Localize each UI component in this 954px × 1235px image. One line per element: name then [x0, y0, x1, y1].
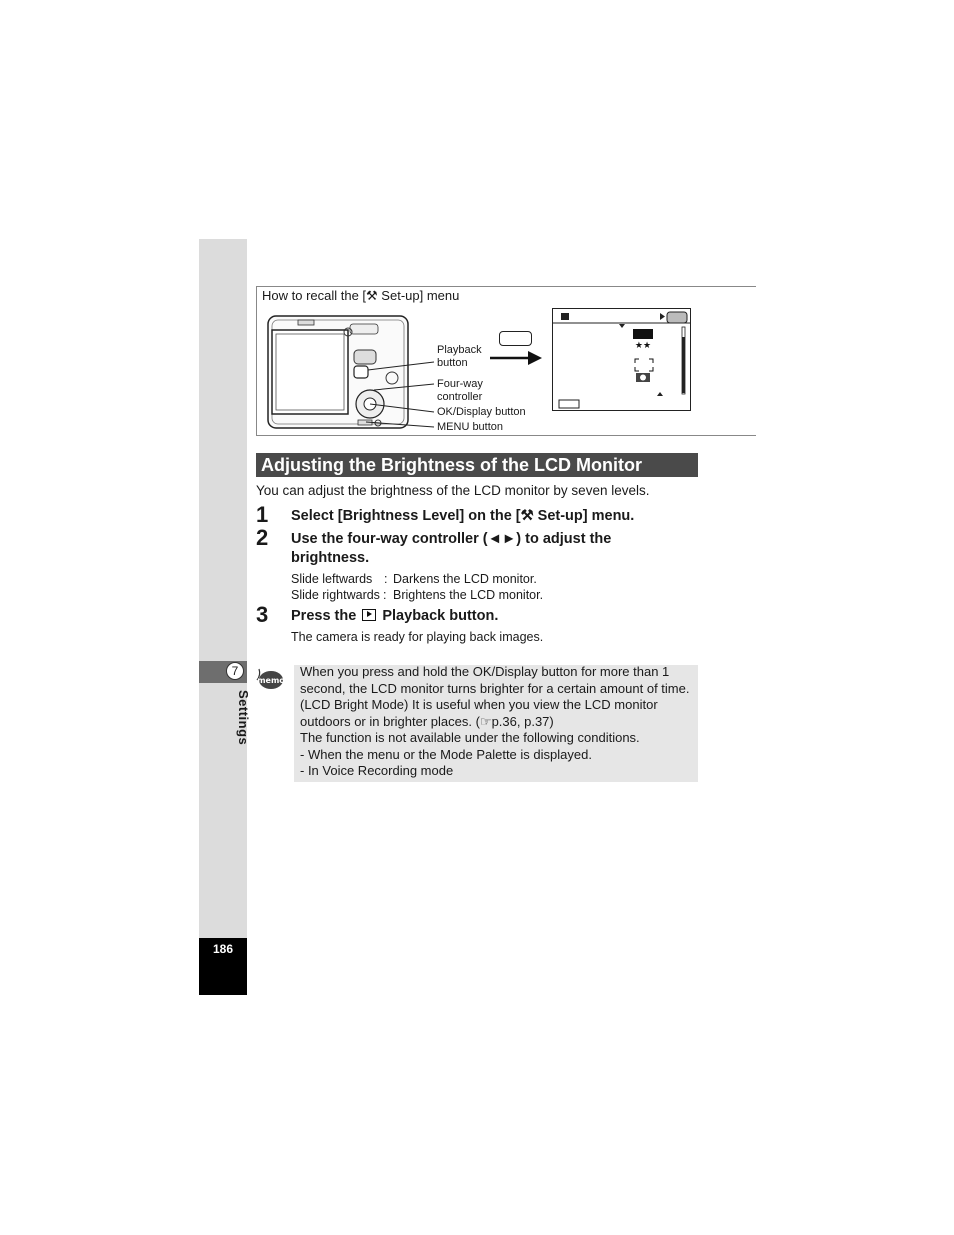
- step-3-text-after: Playback button.: [382, 608, 499, 624]
- memo-text: [300, 664, 696, 780]
- detail-desc-right: Brightens the LCD monitor.: [393, 588, 544, 602]
- detail-sep-left: :: [384, 572, 388, 586]
- step-1-number: 1: [256, 502, 269, 527]
- camera-illustration-icon: [262, 310, 442, 436]
- playback-icon: [362, 609, 376, 621]
- memo-line: - In Voice Recording mode: [300, 763, 454, 778]
- menu-button-label: MENU button: [437, 421, 504, 433]
- step-3-text-before: Press the: [291, 608, 357, 624]
- setup-menu-screen: [552, 308, 691, 411]
- step-2-text: Use the four-way controller (◄►) to adjust the brightness.: [291, 531, 612, 566]
- side-strip: [199, 239, 247, 995]
- menu-screen-graphic-icon: [553, 309, 690, 410]
- memo-line: The function is not available under the following conditions.: [300, 730, 640, 745]
- detail-term-left: Slide leftwards: [291, 572, 373, 586]
- memo-line: second, the LCD monitor turns brighter for a certain amount of time.: [300, 680, 690, 696]
- step-1-text: Select [Brightness Level] on the [⚒ Set-up] menu.: [291, 508, 635, 524]
- recall-title: How to recall the [⚒ Set-up] menu: [262, 288, 460, 303]
- memo-line: (LCD Bright Mode) It is useful when you view the LCD monitor: [300, 697, 658, 712]
- memo-line: When you press and hold the OK/Display button for more than 1: [300, 664, 670, 679]
- playback-button-label: Playback button: [437, 344, 482, 369]
- ok-display-button-label: OK/Display button: [437, 406, 526, 418]
- detail-term-right: Slide rightwards: [291, 588, 380, 602]
- memo-line: - When the menu or the Mode Palette is displayed.: [300, 746, 592, 762]
- step-3-number: 3: [256, 602, 269, 627]
- arrow-right-icon: [488, 349, 544, 367]
- chapter-label: Settings: [236, 690, 251, 746]
- memo-icon: [255, 666, 285, 692]
- detail-desc-left: Darkens the LCD monitor.: [393, 572, 537, 586]
- page-number: 186: [212, 942, 234, 956]
- detail-sep-right: :: [383, 588, 387, 602]
- step-3-text: [291, 607, 498, 626]
- step-2-number: 2: [256, 525, 269, 550]
- chapter-number: 7: [226, 662, 244, 680]
- memo-icon-label: memo: [257, 676, 285, 685]
- intro-text: You can adjust the brightness of the LCD monitor by seven levels.: [256, 483, 650, 498]
- memo-line: outdoors or in brighter places. (☞p.36, p.37): [300, 713, 554, 729]
- menu-button-icon: [499, 331, 532, 346]
- four-way-controller-label: Four-way controller: [437, 378, 483, 403]
- svg-text:★★: ★★: [634, 341, 652, 351]
- section-heading: Adjusting the Brightness of the LCD Monitor: [256, 453, 698, 477]
- step-3-note: The camera is ready for playing back images.: [291, 630, 544, 644]
